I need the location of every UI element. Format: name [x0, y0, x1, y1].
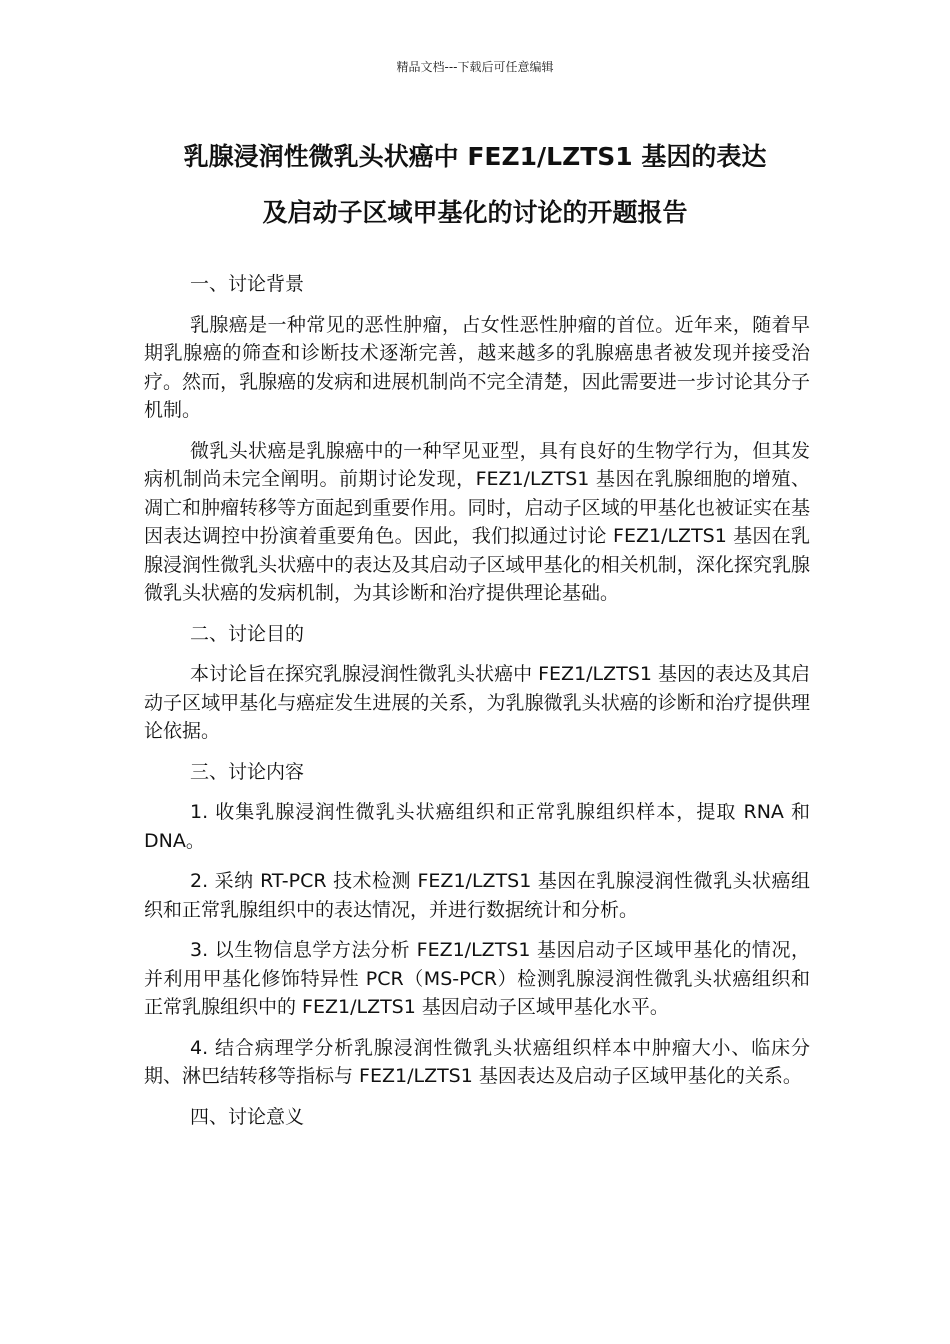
document-title-line-2: 及启动子区域甲基化的讨论的开题报告 [262, 198, 688, 227]
document-title-line-1: 乳腺浸润性微乳头状癌中 FEZ1/LZTS1 基因的表达 [183, 142, 767, 171]
background-paragraph-1: 乳腺癌是一种常见的恶性肿瘤，占女性恶性肿瘤的首位。近年来，随着早期乳腺癌的筛查和诊断技术逐渐完善，越来越多的乳腺癌患者被发现并接受治疗。然而，乳腺癌的发病和进展机制尚不完全清楚，因此需要进一步讨论其分子机制。 [144, 313, 810, 421]
section-heading-significance: 四、讨论意义 [190, 1105, 305, 1128]
content-item-4: 4. 结合病理学分析乳腺浸润性微乳头状癌组织样本中肿瘤大小、临床分期、淋巴结转移等指标与 FEZ1/LZTS1 基因表达及启动子区域甲基化的关系。 [144, 1036, 810, 1087]
section-heading-content: 三、讨论内容 [190, 760, 305, 783]
background-paragraph-2: 微乳头状癌是乳腺癌中的一种罕见亚型，具有良好的生物学行为，但其发病机制尚未完全阐明。前期讨论发现，FEZ1/LZTS1 基因在乳腺细胞的增殖、凋亡和肿瘤转移等方面起到重要作用。同时，启动子区域的甲基化也被证实在基因表达调控中扮演着重要角色。因此，我们拟通过讨论 FEZ1/LZTS1 基因在乳腺浸润性微乳头状癌中的表达及其启动子区域甲基化的相关机制，深化探究乳腺微乳头状癌的发病机制，为其诊断和治疗提供理论基础。 [144, 439, 810, 604]
content-item-2: 2. 采纳 RT-PCR 技术检测 FEZ1/LZTS1 基因在乳腺浸润性微乳头状癌组织和正常乳腺组织中的表达情况，并进行数据统计和分析。 [144, 870, 810, 921]
section-heading-purpose: 二、讨论目的 [190, 622, 305, 645]
purpose-paragraph: 本讨论旨在探究乳腺浸润性微乳头状癌中 FEZ1/LZTS1 基因的表达及其启动子区域甲基化与癌症发生进展的关系，为乳腺微乳头状癌的诊断和治疗提供理论依据。 [144, 663, 810, 742]
section-heading-background: 一、讨论背景 [190, 273, 305, 295]
content-item-1: 1. 收集乳腺浸润性微乳头状癌组织和正常乳腺组织样本，提取 RNA 和 DNA。 [144, 801, 810, 852]
document-body [144, 270, 810, 1143]
page-header-note: 精品文档---下载后可任意编辑 [396, 60, 554, 74]
content-item-3: 3. 以生物信息学方法分析 FEZ1/LZTS1 基因启动子区域甲基化的情况，并利用甲基化修饰特异性 PCR（MS-PCR）检测乳腺浸润性微乳头状癌组织和正常乳腺组织中的 FEZ1/LZTS1 基因启动子区域甲基化水平。 [144, 939, 810, 1018]
